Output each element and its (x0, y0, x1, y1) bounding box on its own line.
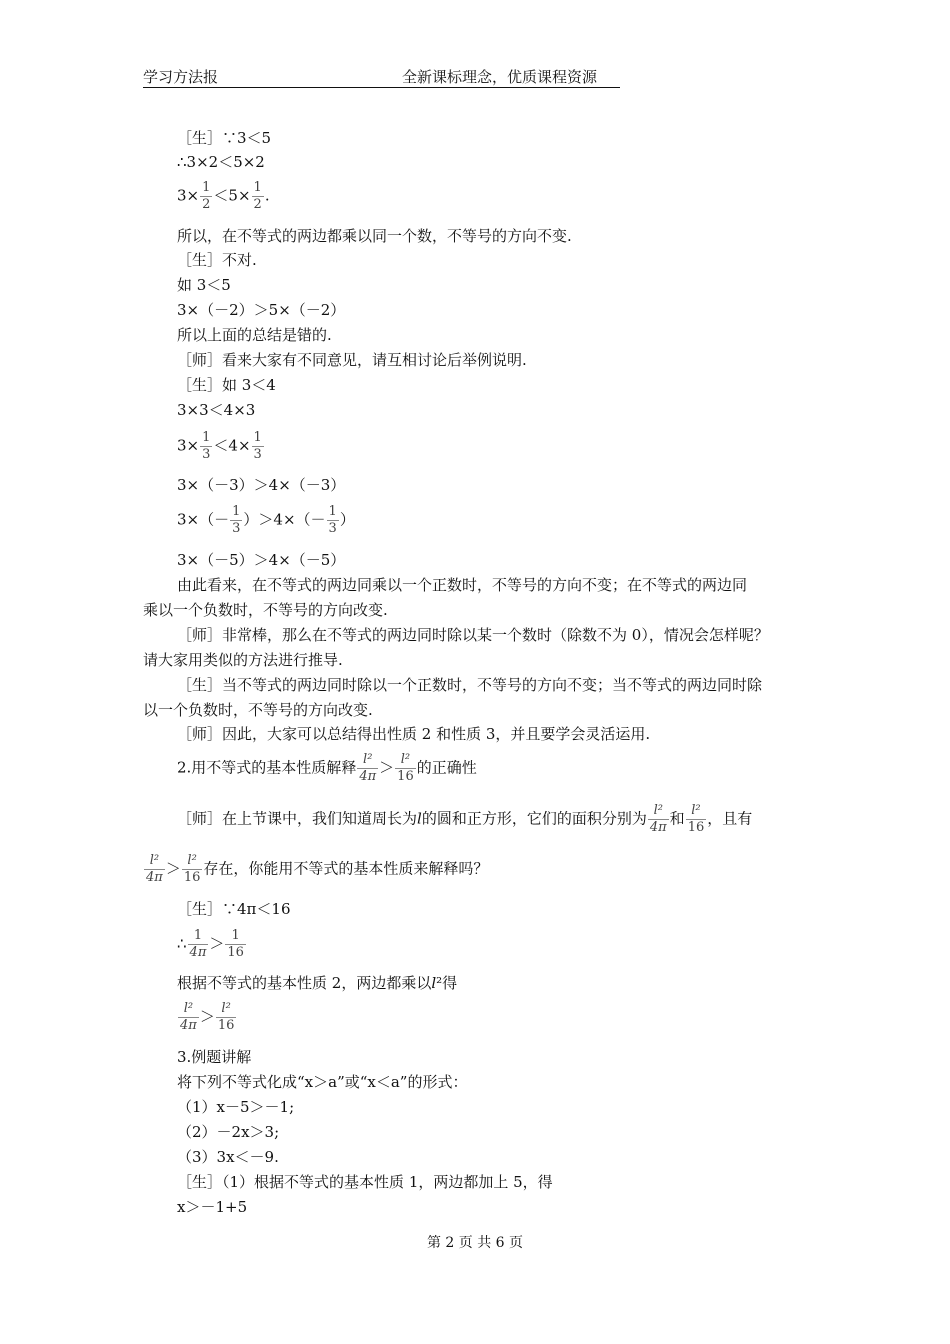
text-line: ［生］∵4π＜16 (177, 900, 291, 918)
text-line: ［师］看来大家有不同意见，请互相讨论后举例说明. (177, 351, 527, 369)
denominator: 4π (189, 945, 207, 960)
fraction (327, 504, 339, 537)
text-line: 3×（－3）＞4×（－3） (177, 476, 346, 494)
fraction (178, 1001, 199, 1034)
text-line: ［生］如 3＜4 (177, 376, 276, 394)
fraction (200, 430, 212, 463)
numerator: 1 (202, 180, 211, 195)
text: 的正确性 (416, 758, 477, 777)
numerator: l² (653, 803, 663, 818)
paragraph-line (177, 803, 752, 836)
paragraph-line: 由此看来，在不等式的两边同乘以一个正数时，不等号的方向不变；在不等式的两边同 (177, 576, 748, 594)
fraction (686, 803, 707, 836)
fraction (225, 928, 246, 961)
text-line: （1）x－5＞－1; (177, 1098, 295, 1116)
text: ＞ (209, 934, 225, 953)
paragraph-line: 请大家用类似的方法进行推导. (143, 651, 343, 669)
text: 3× (177, 436, 200, 455)
fraction (395, 752, 416, 785)
text-line: 3×3＜4×3 (177, 401, 256, 419)
text: ∴ (177, 934, 187, 953)
text: ＞ (199, 1007, 215, 1026)
paragraph-line: 以一个负数时，不等号的方向改变. (143, 701, 373, 719)
text-line (177, 973, 457, 993)
text: 2.用不等式的基本性质解释 (177, 758, 357, 777)
denominator: 16 (687, 820, 705, 835)
section-heading (177, 752, 477, 785)
fraction (357, 752, 378, 785)
text: ＞ (165, 859, 181, 878)
numerator: 1 (328, 504, 337, 519)
text: ）＞4×（－ (243, 510, 326, 529)
symbol-l: l (417, 809, 422, 828)
text: 的圆和正方形，它们的面积分别为 (421, 809, 647, 828)
numerator: 1 (253, 180, 262, 195)
text: ＜5× (213, 186, 251, 205)
denominator: 4π (180, 1018, 197, 1033)
denominator: 4π (146, 870, 163, 885)
numerator: l² (400, 752, 411, 767)
text: ） (339, 510, 355, 529)
fraction (648, 803, 669, 836)
fraction (200, 180, 212, 213)
denominator: 4π (359, 769, 377, 784)
page-footer: 第 2 页 共 6 页 (426, 1235, 524, 1251)
text-line: ∴3×2＜5×2 (177, 153, 265, 171)
numerator: l² (691, 803, 701, 818)
text: 存在，你能用不等式的基本性质来解释吗？ (203, 859, 489, 878)
text-line: （2）－2x＞3; (177, 1123, 280, 1141)
numerator: 1 (231, 928, 240, 943)
denominator: 16 (227, 945, 244, 960)
numerator: 1 (193, 928, 203, 943)
numerator: l² (221, 1001, 231, 1016)
text: ＜4× (213, 436, 251, 455)
math-line (177, 1001, 237, 1034)
text-line: 如 3＜5 (177, 276, 231, 294)
denominator: 3 (202, 447, 211, 462)
text-line: 将下列不等式化成“x＞a”或“x＜a”的形式： (177, 1073, 468, 1091)
numerator: l² (187, 853, 197, 868)
fraction (252, 430, 264, 463)
text: 和 (669, 809, 685, 828)
text: ，且有 (707, 809, 753, 828)
numerator: 1 (202, 430, 211, 445)
text-line: 3×（－5）＞4×（－5） (177, 551, 346, 569)
denominator: 3 (328, 521, 337, 536)
paragraph-line: 乘以一个负数时，不等号的方向改变. (143, 601, 388, 619)
numerator: 1 (232, 504, 241, 519)
paragraph-line: ［生］当不等式的两边同时除以一个正数时，不等号的方向不变；当不等式的两边同时除 (177, 676, 763, 694)
numerator: l² (183, 1001, 194, 1016)
fraction (252, 180, 264, 213)
paragraph-line: ［师］因此，大家可以总结得出性质 2 和性质 3，并且要学会灵活运用. (177, 725, 651, 743)
text: . (264, 186, 270, 205)
denominator: 3 (253, 447, 262, 462)
math-line (177, 504, 355, 537)
denominator: 2 (202, 197, 211, 212)
math-line (177, 180, 270, 213)
paragraph-line (143, 853, 488, 886)
text: 3×（－ (177, 510, 230, 529)
text-line: 所以上面的总结是错的. (177, 326, 332, 344)
fraction (144, 853, 165, 886)
denominator: 16 (183, 870, 201, 885)
denominator: 16 (397, 769, 414, 784)
text-line: ［生］（1）根据不等式的基本性质 1，两边都加上 5，得 (177, 1173, 553, 1191)
numerator: 1 (253, 430, 262, 445)
fraction (230, 504, 242, 537)
text-line: ［生］不对. (177, 251, 257, 269)
section-heading: 3.例题讲解 (177, 1048, 252, 1066)
text-line: 所以，在不等式的两边都乘以同一个数，不等号的方向不变. (177, 227, 572, 245)
text-line: 3×（－2）＞5×（－2） (177, 301, 346, 319)
paragraph-line: ［师］非常棒，那么在不等式的两边同时除以某一个数时（除数不为 0），情况会怎样呢？ (177, 626, 769, 644)
header-right: 全新课标理念，优质课程资源 (402, 68, 598, 86)
fraction (188, 928, 209, 961)
denominator: 2 (253, 197, 262, 212)
text: 3× (177, 186, 200, 205)
fraction (182, 853, 203, 886)
text-line: x＞－1+5 (177, 1198, 248, 1216)
header-rule (143, 87, 620, 88)
math-line (177, 430, 265, 463)
header-left: 学习方法报 (143, 68, 219, 86)
symbol-l: l (431, 974, 437, 992)
text-line: （3）3x＜－9. (177, 1148, 279, 1166)
text: 根据不等式的基本性质 2，两边都乘以 (177, 974, 432, 992)
math-line (177, 928, 247, 961)
text: ＞ (379, 758, 395, 777)
text-line: ［生］∵3＜5 (177, 129, 272, 147)
denominator: 3 (232, 521, 241, 536)
fraction (216, 1001, 237, 1034)
text: ［师］在上节课中，我们知道周长为 (177, 809, 418, 828)
denominator: 16 (217, 1018, 235, 1033)
numerator: l² (363, 752, 373, 767)
numerator: l² (149, 853, 160, 868)
denominator: 4π (649, 820, 667, 835)
text: ²得 (436, 974, 458, 992)
